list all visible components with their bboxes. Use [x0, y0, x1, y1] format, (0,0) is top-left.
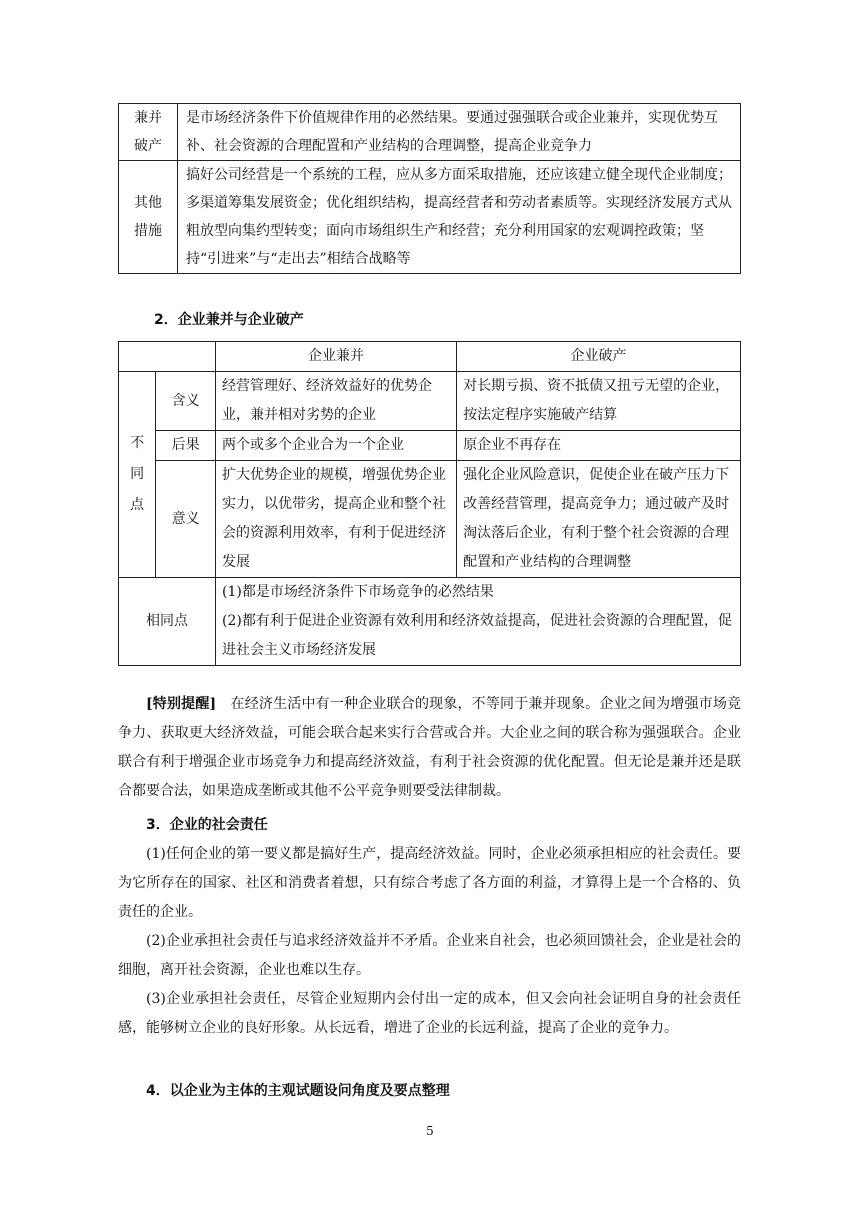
bankrupt-cell: 原企业不再存在 — [457, 431, 741, 461]
bankrupt-cell: 对长期亏损、资不抵债又扭亏无望的企业，按法定程序实施破产结算 — [457, 372, 741, 431]
row-label-line: 破产 — [119, 132, 178, 161]
header-empty-cell — [119, 342, 216, 372]
section-heading: 4．以企业为主体的主观试题设问角度及要点整理 — [146, 1083, 450, 1099]
group-label-char: 不 — [130, 435, 145, 451]
merge-cell: 两个或多个企业合为一个企业 — [216, 431, 457, 461]
page-number: 5 — [426, 1124, 434, 1138]
common-item: (1)都是市场经济条件下市场竞争的必然结果 — [222, 584, 494, 600]
table-row — [119, 431, 741, 461]
row-text: 是市场经济条件下价值规律作用的必然结果。要通过强强联合或企业兼并，实现优势互补、社会资源的合理配置和产业结构的合理调整，提高企业竞争力 — [178, 104, 741, 161]
merger-bankruptcy-table — [118, 341, 741, 666]
table-row — [119, 578, 741, 666]
paragraph: (1)任何企业的第一要义都是搞好生产，提高经济效益。同时，企业必须承担相应的社会责任。要为它所存在的国家、社区和消费者着想，只有综合考虑了各方面的利益，才算得上是一个合格的、负责任的企业。 — [118, 846, 741, 920]
row-label — [119, 161, 178, 274]
column-header: 企业兼并 — [216, 342, 457, 372]
bankrupt-cell: 强化企业风险意识，促使企业在破产压力下改善经营管理，提高竞争力；通过破产及时淘汰落后企业，有利于整个社会资源的合理配置和产业结构的合理调整 — [457, 461, 741, 578]
paragraph: (2)企业承担社会责任与追求经济效益并不矛盾。企业来自社会，也必须回馈社会，企业是社会的细胞，离开社会资源，企业也难以生存。 — [118, 933, 741, 978]
section-heading: 2．企业兼并与企业破产 — [154, 312, 304, 328]
row-label-line: 措施 — [134, 223, 162, 239]
row-label: 后果 — [156, 431, 216, 461]
special-note — [118, 690, 741, 806]
table-header-row — [119, 342, 741, 372]
table-row — [119, 161, 741, 274]
common-item: (2)都有利于促进企业资源有效利用和经济效益提高，促进社会资源的合理配置，促进社会主义市场经济发展 — [222, 613, 732, 658]
table-row — [119, 461, 741, 578]
section-heading: 3．企业的社会责任 — [146, 817, 268, 833]
table-row — [119, 372, 741, 431]
row-text: 搞好公司经营是一个系统的工程，应从多方面采取措施，还应该建立健全现代企业制度；多渠道筹集发展资金；优化组织结构，提高经营者和劳动者素质等。实现经济发展方式从粗放型向集约型转变；面向市场组织生产和经营；充分利用国家的宏观调控政策；坚持“引进来”与“走出去”相结合战略等 — [178, 161, 741, 274]
note-tag: [特别提醒] — [146, 696, 217, 712]
group-label-char: 同 — [130, 466, 145, 482]
note-text: 在经济生活中有一种企业联合的现象，不等同于兼并现象。企业之间为增强市场竞争力、获取更大经济效益，可能会联合起来实行合营或合并。大企业之间的联合称为强强联合。企业联合有利于增强企业市场竞争力和提高经济效益，有利于社会资源的优化配置。但无论是兼并还是联合都要合法，如果造成垄断或其他不公平竞争则要受法律制裁。 — [118, 696, 742, 799]
section3-body — [118, 840, 741, 1043]
group-label-char: 点 — [130, 497, 145, 513]
merge-cell: 经营管理好、经济效益好的优势企业，兼并相对劣势的企业 — [216, 372, 457, 431]
group-label — [119, 372, 156, 578]
table-row — [119, 104, 741, 133]
common-cell — [216, 578, 741, 666]
common-label: 相同点 — [119, 578, 216, 666]
measures-table — [118, 103, 741, 274]
row-label: 意义 — [156, 461, 216, 578]
column-header: 企业破产 — [457, 342, 741, 372]
row-label-line: 兼并 — [119, 104, 178, 133]
paragraph: (3)企业承担社会责任，尽管企业短期内会付出一定的成本，但又会向社会证明自身的社会责任感，能够树立企业的良好形象。从长远看，增进了企业的长远利益，提高了企业的竞争力。 — [118, 991, 741, 1036]
row-label: 含义 — [156, 372, 216, 431]
row-label-line: 其他 — [134, 195, 162, 211]
merge-cell: 扩大优势企业的规模，增强优势企业实力，以优带劣，提高企业和整个社会的资源利用效率，有利于促进经济发展 — [216, 461, 457, 578]
